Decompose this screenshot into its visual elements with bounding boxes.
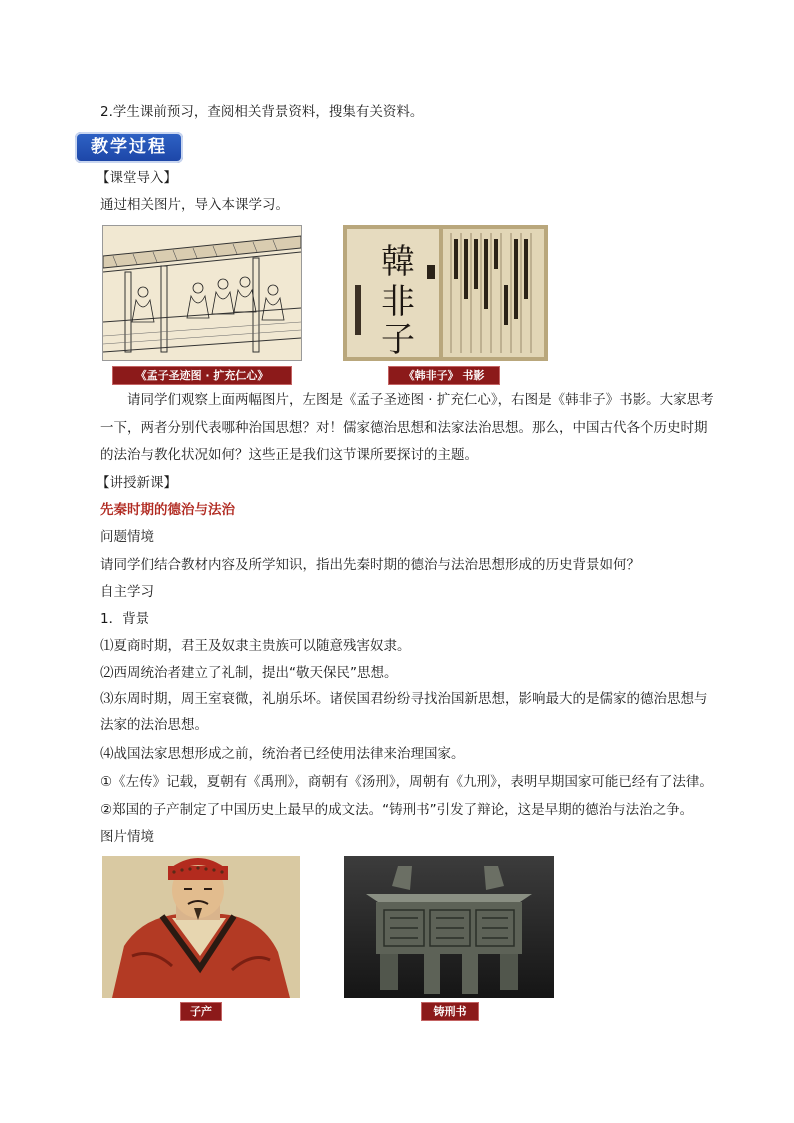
background-label: 1．背景 <box>100 611 150 627</box>
problem-text: 请同学们结合教材内容及所学知识，指出先秦时期的德治与法治思想形成的历史背景如何？ <box>100 557 640 573</box>
bronze-ding-image <box>344 856 554 998</box>
background-item-2: ⑵西周统治者建立了礼制，提出“敬天保民”思想。 <box>100 665 398 681</box>
hanfeizi-calligraphy-1: 韓 <box>381 242 415 282</box>
hanfeizi-calligraphy-3: 子 <box>381 320 415 360</box>
background-item-1: ⑴夏商时期，君王及奴隶主贵族可以随意残害奴隶。 <box>100 638 411 654</box>
self-study-label: 自主学习 <box>100 584 154 600</box>
bronze-ding-drawing <box>344 856 554 998</box>
background-item-4: ⑷战国法家思想形成之前，统治者已经使用法律来治理国家。 <box>100 746 465 762</box>
background-item-4a: ①《左传》记载，夏朝有《禹刑》，商朝有《汤刑》，周朝有《九刑》，表明早期国家可能已经有了法律。 <box>100 774 713 790</box>
background-item-3: ⑶东周时期，周王室衰微，礼崩乐坏。诸侯国君纷纷寻找治国新思想，影响最大的是儒家的德治思想与法家的法治思想。 <box>100 691 708 733</box>
hanfeizi-book-caption: 《韩非子》 书影 <box>388 366 500 385</box>
mencius-painting-drawing <box>103 226 301 360</box>
ding-caption: 铸刑书 <box>421 1002 479 1021</box>
mencius-painting-caption: 《孟子圣迹图 · 扩充仁心》 <box>112 366 292 385</box>
hanfeizi-book-image <box>343 225 548 361</box>
hanfeizi-calligraphy-2: 非 <box>381 282 415 322</box>
problem-label: 问题情境 <box>100 529 154 545</box>
intro-text: 通过相关图片，导入本课学习。 <box>100 197 289 213</box>
background-item-4b: ②郑国的子产制定了中国历史上最早的成文法。“铸刑书”引发了辩论，这是早期的德治与法治之争。 <box>100 802 694 818</box>
topic-title: 先秦时期的德治与法治 <box>100 502 235 518</box>
prep-item: 2.学生课前预习，查阅相关背景资料，搜集有关资料。 <box>100 104 424 120</box>
mencius-painting-image <box>102 225 302 361</box>
zichan-portrait-image <box>102 856 300 998</box>
zichan-caption: 子产 <box>180 1002 222 1021</box>
intro-paragraph: 请同学们观察上面两幅图片，左图是《孟子圣迹图 · 扩充仁心》，右图是《韩非子》书影。大家思考一下，两者分别代表哪种治国思想？对！儒家德治思想和法家法治思想。那么，中国古代各个历史时期的法治与教化状况如何？这些正是我们这节课所要探讨的主题。 <box>100 392 714 463</box>
picture-label: 图片情境 <box>100 829 154 845</box>
zichan-portrait-drawing <box>102 856 300 998</box>
teaching-process-banner: 教学过程 <box>75 132 183 163</box>
hanfeizi-book-drawing <box>343 225 548 361</box>
section-new-heading: 【讲授新课】 <box>96 475 177 491</box>
section-intro-heading: 【课堂导入】 <box>96 170 177 186</box>
